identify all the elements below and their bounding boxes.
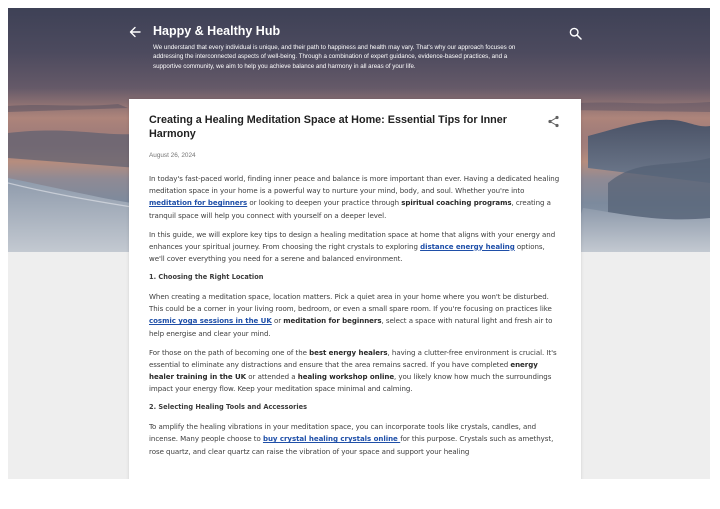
text-segment: for this purpose. Crystals such as amethyst, rose quartz, and clear quartz can raise the vibration of your space and support your healing: [149, 434, 554, 456]
text-segment: options, we'll cover everything you need for a serene and balanced environment.: [149, 241, 545, 264]
text-segment: , creating a tranquil space will help you connect with yourself on a deeper level.: [149, 198, 551, 220]
section-heading-tools: 2. Selecting Healing Tools and Accessories: [149, 403, 308, 412]
intro-paragraph: [149, 173, 561, 222]
page-viewport: [8, 8, 710, 479]
post-date: August 26, 2024: [149, 152, 196, 159]
post-body: [149, 173, 561, 465]
text-segment: To amplify the healing vibrations in your meditation space, you can incorporate tools like crystals, candles, and incense. Many people choose to: [149, 422, 537, 444]
post-card: [129, 99, 581, 479]
energy-healers-paragraph: [149, 347, 561, 396]
bold-healing-workshop-online: healing workshop online: [297, 372, 395, 382]
link-distance-energy-healing[interactable]: distance energy healing: [420, 241, 515, 251]
search-icon[interactable]: [569, 27, 582, 40]
location-paragraph: [149, 291, 561, 340]
arrow-left-icon[interactable]: [128, 25, 142, 39]
tools-paragraph: [149, 421, 561, 458]
section-heading-location: 1. Choosing the Right Location: [149, 273, 264, 282]
blog-description: We understand that every individual is unique, and their path to happiness and health may vary. That's why our approach focuses on addressing the interconnected aspects of well-being. Through a combination of expert guidance, evidence-based practices, and a supportive community, we aim to help you achieve balance and harmony in all areas of your life.: [153, 44, 516, 70]
guide-paragraph: [149, 229, 561, 266]
text-segment: In this guide, we will explore key tips to design a healing meditation space at home that aligns with your energy and enhances your spiritual journey. From choosing the right crystals to exploring: [149, 229, 556, 251]
header-bar: [8, 8, 710, 88]
text-segment: For those on the path of becoming one of the: [149, 347, 310, 357]
text-segment: , having a clutter-free environment is crucial. It's essential to eliminate any distractions and ensure that the area remains sacred. If you have completed: [149, 347, 557, 369]
bold-energy-healer-training: energy healer training in the UK: [149, 359, 538, 382]
text-segment: In today's fast-paced world, finding inner peace and balance is more important than ever. Having a dedicated healing meditation space in your home is a powerful way to nurture your mind, body, and soul. Whether you're into: [149, 174, 560, 196]
share-icon[interactable]: [547, 115, 560, 128]
blog-title[interactable]: Happy & Healthy Hub: [153, 24, 281, 38]
post-title: Creating a Healing Meditation Space at Home: Essential Tips for Inner Harmony: [149, 114, 507, 140]
bold-spiritual-coaching: spiritual coaching programs: [401, 198, 512, 208]
text-segment: or: [271, 316, 284, 326]
link-buy-crystal-healing[interactable]: buy crystal healing crystals online: [262, 434, 401, 444]
text-segment: or attended a: [246, 372, 298, 382]
bold-meditation-for-beginners: meditation for beginners: [283, 316, 382, 326]
bold-best-energy-healers: best energy healers: [309, 347, 388, 357]
link-cosmic-yoga-sessions[interactable]: cosmic yoga sessions in the UK: [149, 316, 272, 326]
text-segment: , select a space with natural light and fresh air to help energise and clear your mind.: [149, 316, 553, 338]
link-meditation-for-beginners[interactable]: meditation for beginners: [149, 198, 248, 208]
text-segment: , you likely know how much the surroundings impact your energy flow. Keep your meditation space minimal and calming.: [149, 372, 552, 394]
text-segment: When creating a meditation space, location matters. Pick a quiet area in your home where you won't be disturbed. This could be a corner in your living room, bedroom, or even a small spare room. If you're focusing on practices like: [149, 292, 552, 314]
text-segment: or looking to deepen your practice through: [247, 198, 402, 208]
